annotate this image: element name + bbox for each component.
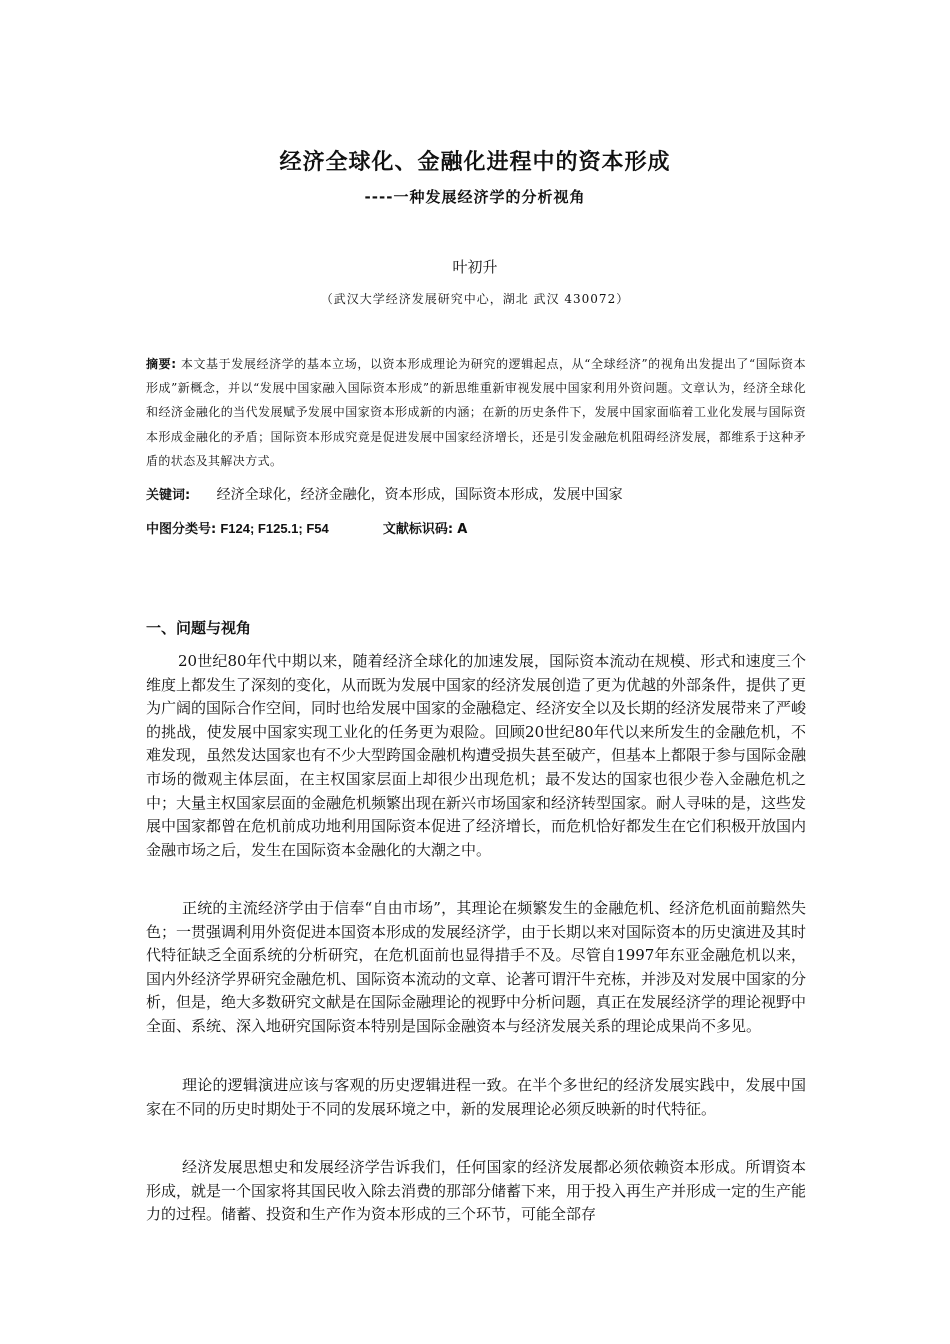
paper-subtitle: ----一种发展经济学的分析视角 (364, 188, 586, 206)
body-paragraph: 经济发展思想史和发展经济学告诉我们，任何国家的经济发展都必须依赖资本形成。所谓资本形成，就是一个国家将其国民收入除去消费的那部分储蓄下来，用于投入再生产并形成一定的生产能力的过程。储蓄、投资和生产作为资本形成的三个环节，可能全部存 (146, 1158, 807, 1224)
classification-line (146, 518, 806, 537)
body-paragraph: 20世纪80年代中期以来，随着经济全球化的加速发展，国际资本流动在规模、形式和速度三个维度上都发生了深刻的变化，从而既为发展中国家的经济发展创造了更为优越的外部条件，提供了更为广阔的国际合作空间，同时也给发展中国家的金融稳定、经济安全以及长期的经济发展带来了严峻的挑战，使发展中国家实现工业化的任务更为艰险。回顾20世纪80年代以来所发生的金融危机，不难发现，虽然发达国家也有不少大型跨国金融机构遭受损失甚至破产，但基本上都限于参与国际金融市场的微观主体层面，在主权国家层面上却很少出现危机；最不发达的国家也很少卷入金融危机之中；大量主权国家层面的金融危机频繁出现在新兴市场国家和经济转型国家。耐人寻味的是，这些发展中国家都曾在危机前成功地利用国际资本促进了经济增长，而危机恰好都发生在它们积极开放国内金融市场之后，发生在国际资本金融化的大潮之中。 (146, 652, 807, 859)
doc-code-value: A (457, 522, 468, 537)
keywords-text: 经济全球化，经济金融化，资本形成，国际资本形成，发展中国家 (216, 487, 623, 503)
abstract-label: 摘要: (146, 357, 177, 371)
paper-title: 经济全球化、金融化进程中的资本形成 (279, 150, 671, 175)
keywords (146, 484, 806, 504)
author-name: 叶初升 (452, 258, 498, 276)
body-paragraph: 正统的主流经济学由于信奉“自由市场”，其理论在频繁发生的金融危机、经济危机面前黯然失色；一贯强调利用外资促进本国资本形成的发展经济学，由于长期以来对国际资本的历史演进及其时代特征缺乏全面系统的分析研究，在危机面前也显得措手不及。尽管自1997年东亚金融危机以来，国内外经济学界研究金融危机、国际资本流动的文章、论著可谓汗牛充栋，并涉及对发展中国家的分析，但是，绝大多数研究文献是在国际金融理论的视野中分析问题，真正在发展经济学的理论视野中全面、系统、深入地研究国际资本特别是国际金融资本与经济发展关系的理论成果尚不多见。 (146, 899, 807, 1035)
clc-label: 中图分类号: (146, 522, 217, 537)
section-heading: 一、问题与视角 (146, 619, 252, 637)
doc-code-label: 文献标识码: (382, 522, 454, 537)
body-paragraph: 理论的逻辑演进应该与客观的历史逻辑进程一致。在半个多世纪的经济发展实践中，发展中国家在不同的历史时期处于不同的发展环境之中，新的发展理论必须反映新的时代特征。 (146, 1076, 806, 1118)
clc-value: F124; F125.1; F54 (220, 521, 329, 536)
abstract (146, 352, 806, 473)
author-affiliation: （武汉大学经济发展研究中心，湖北 武汉 430072） (320, 292, 630, 306)
keywords-label: 关键词: (146, 488, 191, 503)
abstract-text: 本文基于发展经济学的基本立场，以资本形成理论为研究的逻辑起点，从“全球经济”的视角出发提出了“国际资本形成”新概念，并以“发展中国家融入国际资本形成”的新思维重新审视发展中国家利用外资问题。文章认为，经济全球化和经济金融化的当代发展赋予发展中国家资本形成新的内涵；在新的历史条件下，发展中国家面临着工业化发展与国际资本形成金融化的矛盾；国际资本形成究竟是促进发展中国家经济增长，还是引发金融危机阻碍经济发展，都维系于这种矛盾的状态及其解决方式。 (146, 357, 806, 468)
